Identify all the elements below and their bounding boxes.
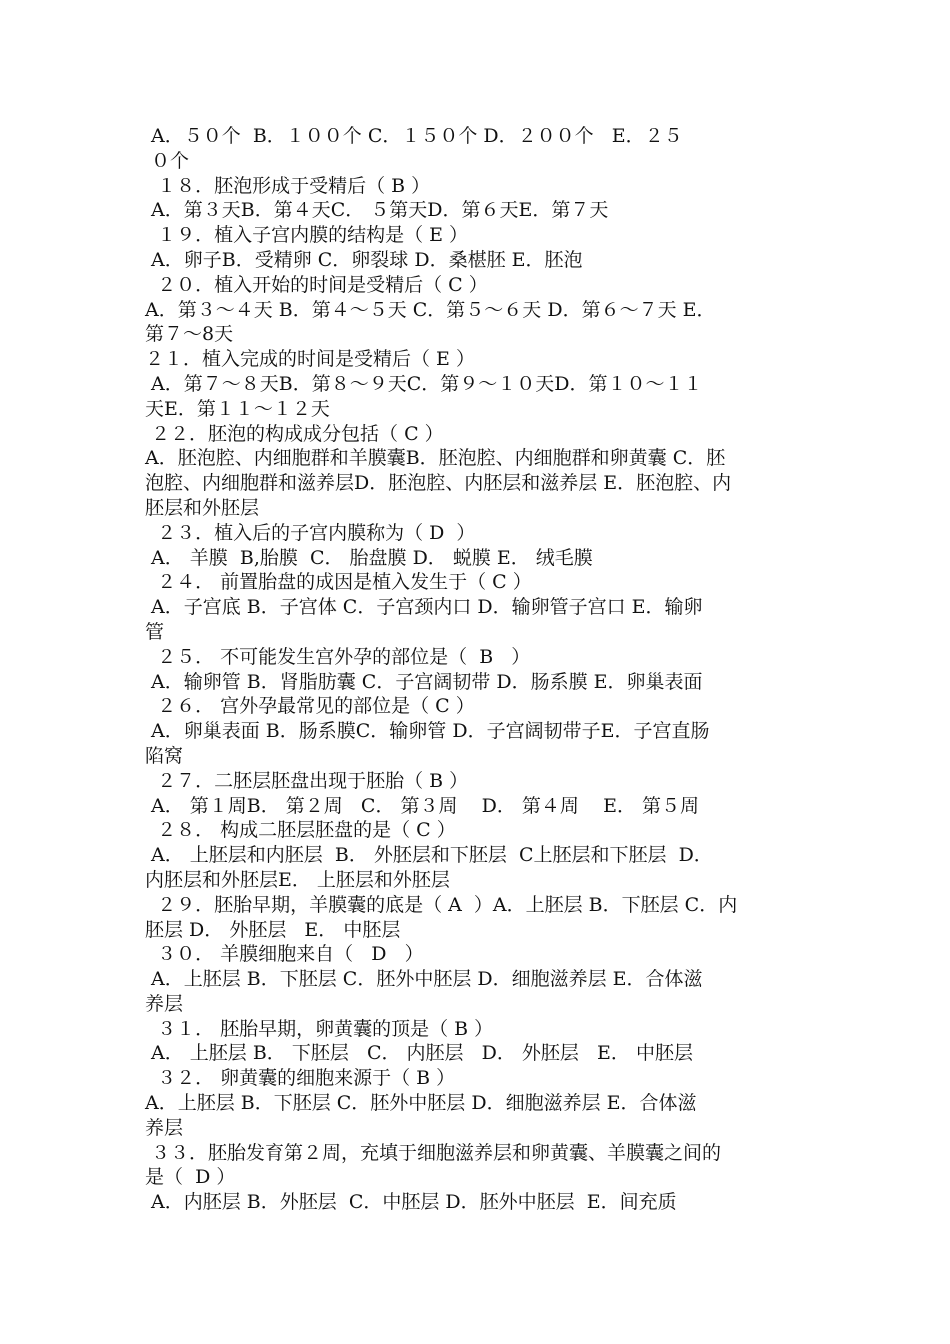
- question-line: ２０．植入开始的时间是受精后（ C ）: [145, 273, 488, 296]
- question-line: ２３．植入后的子宫内膜称为（ D ）: [145, 521, 476, 544]
- options-line: A． 上胚层 B． 下胚层 C． 内胚层 D． 外胚层 E． 中胚层: [145, 1042, 693, 1065]
- options-line: A． 第１周B． 第２周 C． 第３周 D． 第４周 E． 第５周: [145, 794, 699, 817]
- options-line: 泡腔、内细胞群和滋养层D．胚泡腔、内胚层和滋养层 E．胚泡腔、内: [145, 472, 732, 495]
- question-line: ２８． 构成二胚层胚盘的是（ C ）: [145, 819, 456, 842]
- options-line: A． 上胚层和内胚层 B． 外胚层和下胚层 C上胚层和下胚层 D．: [145, 844, 713, 867]
- options-line: 管: [145, 620, 165, 643]
- options-line: A．子宫底 B．子宫体 C．子宫颈内口 D．输卵管子宫口 E．输卵: [145, 596, 703, 619]
- question-line: ２９．胚胎早期，羊膜囊的底是（ A ）A．上胚层 B．下胚层 C．内: [145, 893, 738, 916]
- options-line: A．内胚层 B．外胚层 C．中胚层 D．胚外中胚层 E．间充质: [145, 1191, 677, 1214]
- options-line: 陷窝: [145, 744, 184, 767]
- options-line: A． 羊膜 B,胎膜 C． 胎盘膜 D． 蜕膜 E． 绒毛膜: [145, 546, 593, 569]
- options-line: A．卵巢表面 B．肠系膜C．输卵管 D．子宫阔韧带子E．子宫直肠: [145, 720, 710, 743]
- question-line: ２６． 宫外孕最常见的部位是（ C ）: [145, 695, 475, 718]
- options-line: A．第７～８天B．第８～９天C．第９～１０天D．第１０～１１: [145, 372, 703, 395]
- question-line: ２２．胚泡的构成成分包括（ C ）: [145, 422, 444, 445]
- options-line: A．上胚层 B．下胚层 C．胚外中胚层 D．细胞滋养层 E．合体滋: [145, 1092, 697, 1115]
- options-line: 胚层和外胚层: [145, 496, 260, 519]
- question-line: ２５． 不可能发生宫外孕的部位是（ B ）: [145, 645, 531, 668]
- options-line: A．第３～４天 B．第４～５天 C．第５～６天 D．第６～７天 E．: [145, 298, 716, 321]
- question-line: ３１． 胚胎早期，卵黄囊的顶是（ B ）: [145, 1017, 494, 1040]
- text-line: ０个: [145, 149, 190, 172]
- question-line: １９．植入子宫内膜的结构是（ E ）: [145, 224, 469, 247]
- options-line: 第７～8天: [145, 323, 234, 346]
- options-line: 养层: [145, 992, 184, 1015]
- options-line: A．胚泡腔、内细胞群和羊膜囊B．胚泡腔、内细胞群和卵黄囊 C．胚: [145, 447, 726, 470]
- question-line: ３０． 羊膜细胞来自（ D ）: [145, 943, 424, 966]
- question-line: １８．胚泡形成于受精后（ B ）: [145, 174, 431, 197]
- options-line: A．第３天B．第４天C． ５第天D．第６天E．第７天: [145, 199, 609, 222]
- question-line: ３３．胚胎发育第２周，充填于细胞滋养层和卵黄囊、羊膜囊之间的: [145, 1141, 722, 1164]
- question-line: ２７．二胚层胚盘出现于胚胎（ B ）: [145, 769, 469, 792]
- question-line: ２１．植入完成的时间是受精后（ E ）: [145, 348, 475, 371]
- options-line: A．输卵管 B．肾脂肪囊 C．子宫阔韧带 D．肠系膜 E．卵巢表面: [145, 670, 703, 693]
- options-line: 胚层 D． 外胚层 E． 中胚层: [145, 918, 401, 941]
- options-line: A．卵子B．受精卵 C．卵裂球 D．桑椹胚 E．胚泡: [145, 248, 583, 271]
- document-page: [145, 124, 813, 1215]
- question-line: ３２． 卵黄囊的细胞来源于（ B ）: [145, 1067, 456, 1090]
- question-line: 是（ D ）: [145, 1166, 236, 1189]
- options-line: A．上胚层 B．下胚层 C．胚外中胚层 D．细胞滋养层 E．合体滋: [145, 968, 703, 991]
- text-line: A．５０个 B．１００个 C．１５０个 D．２００个 E．２５: [145, 125, 683, 147]
- options-line: 养层: [145, 1116, 184, 1139]
- question-line: ２４． 前置胎盘的成因是植入发生于（ C ）: [145, 571, 532, 594]
- options-line: 内胚层和外胚层E． 上胚层和外胚层: [145, 868, 450, 891]
- options-line: 天E．第１１～１２天: [145, 397, 330, 420]
